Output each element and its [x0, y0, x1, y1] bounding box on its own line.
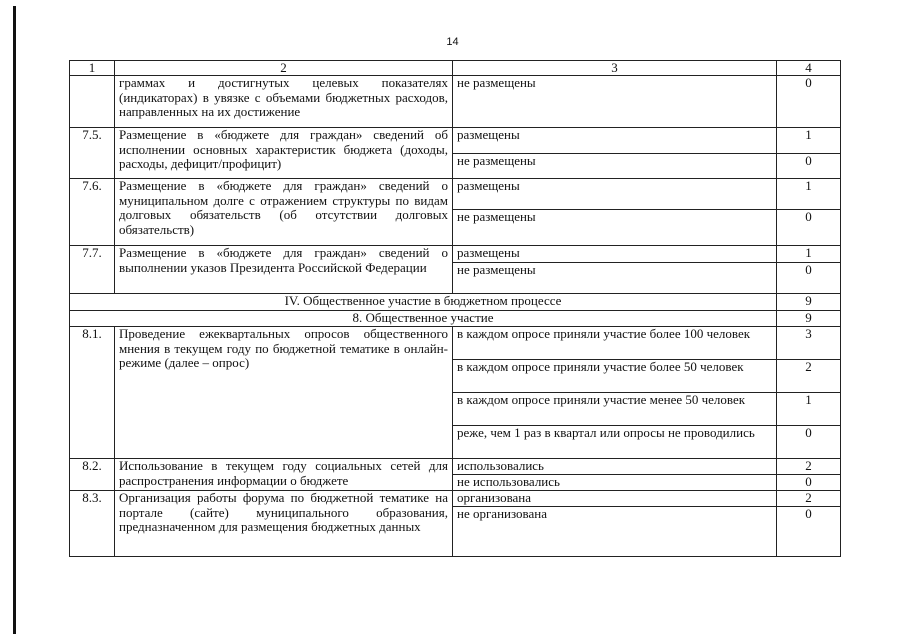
header-col-1: 1 — [70, 61, 115, 76]
criteria-table — [69, 60, 841, 557]
criterion: реже, чем 1 раз в квартал или опросы не проводились — [453, 426, 777, 459]
indicator-text: Размещение в «бюджете для граждан» сведений о выполнении указов Президента Российской Федерации — [115, 246, 453, 294]
criterion: в каждом опросе приняли участие более 50 человек — [453, 360, 777, 393]
criterion: размещены — [453, 128, 777, 154]
table-row — [70, 128, 841, 154]
criterion: в каждом опросе приняли участие менее 50 человек — [453, 393, 777, 426]
criterion: использовались — [453, 459, 777, 475]
row-number: 8.2. — [70, 459, 115, 491]
score: 1 — [777, 179, 841, 210]
indicator-text: Размещение в «бюджете для граждан» сведений об исполнении основных характеристик бюджета (доходы, расходы, дефицит/профицит) — [115, 128, 453, 179]
score: 0 — [777, 507, 841, 557]
page-number: 14 — [446, 36, 459, 48]
score: 0 — [777, 475, 841, 491]
section-score: 9 — [777, 294, 841, 311]
score: 0 — [777, 210, 841, 246]
row-number — [70, 76, 115, 128]
row-number: 7.5. — [70, 128, 115, 179]
row-number: 7.7. — [70, 246, 115, 294]
section-row — [70, 294, 841, 311]
criterion: не размещены — [453, 263, 777, 294]
table-row — [70, 327, 841, 360]
header-col-4: 4 — [777, 61, 841, 76]
row-number: 8.1. — [70, 327, 115, 459]
table-row — [70, 179, 841, 210]
header-col-2: 2 — [115, 61, 453, 76]
score: 2 — [777, 360, 841, 393]
section-title: 8. Общественное участие — [70, 311, 777, 327]
indicator-text: граммах и достигнутых целевых показателях (индикаторах) в увязке с объемами бюджетных расходов, направленных на их достижение — [115, 76, 453, 128]
scan-edge-line — [13, 6, 16, 634]
criterion: не размещены — [453, 210, 777, 246]
score: 2 — [777, 459, 841, 475]
table-row — [70, 76, 841, 128]
score: 1 — [777, 246, 841, 263]
table-row — [70, 459, 841, 475]
criterion: не организована — [453, 507, 777, 557]
indicator-text: Организация работы форума по бюджетной тематике на портале (сайте) муниципального образования, предназначенном для размещения бюджетных данных — [115, 491, 453, 557]
score: 0 — [777, 76, 841, 128]
criterion: размещены — [453, 246, 777, 263]
score: 2 — [777, 491, 841, 507]
section-title: IV. Общественное участие в бюджетном процессе — [70, 294, 777, 311]
header-row — [70, 61, 841, 76]
row-number: 7.6. — [70, 179, 115, 246]
criterion: не использовались — [453, 475, 777, 491]
indicator-text: Проведение ежеквартальных опросов общественного мнения в текущем году по бюджетной тематике в онлайн-режиме (далее – опрос) — [115, 327, 453, 459]
criterion: не размещены — [453, 154, 777, 179]
indicator-text: Использование в текущем году социальных сетей для распространения информации о бюджете — [115, 459, 453, 491]
section-score: 9 — [777, 311, 841, 327]
criterion: не размещены — [453, 76, 777, 128]
score: 1 — [777, 393, 841, 426]
score: 0 — [777, 154, 841, 179]
section-row — [70, 311, 841, 327]
table-row — [70, 246, 841, 263]
table-row — [70, 491, 841, 507]
score: 3 — [777, 327, 841, 360]
score: 1 — [777, 128, 841, 154]
score: 0 — [777, 263, 841, 294]
row-number: 8.3. — [70, 491, 115, 557]
criterion: организована — [453, 491, 777, 507]
indicator-text: Размещение в «бюджете для граждан» сведений о муниципальном долге с отражением структуры по видам долговых обязательств (об отсутствии долговых обязательств) — [115, 179, 453, 246]
score: 0 — [777, 426, 841, 459]
criterion: в каждом опросе приняли участие более 100 человек — [453, 327, 777, 360]
criterion: размещены — [453, 179, 777, 210]
header-col-3: 3 — [453, 61, 777, 76]
